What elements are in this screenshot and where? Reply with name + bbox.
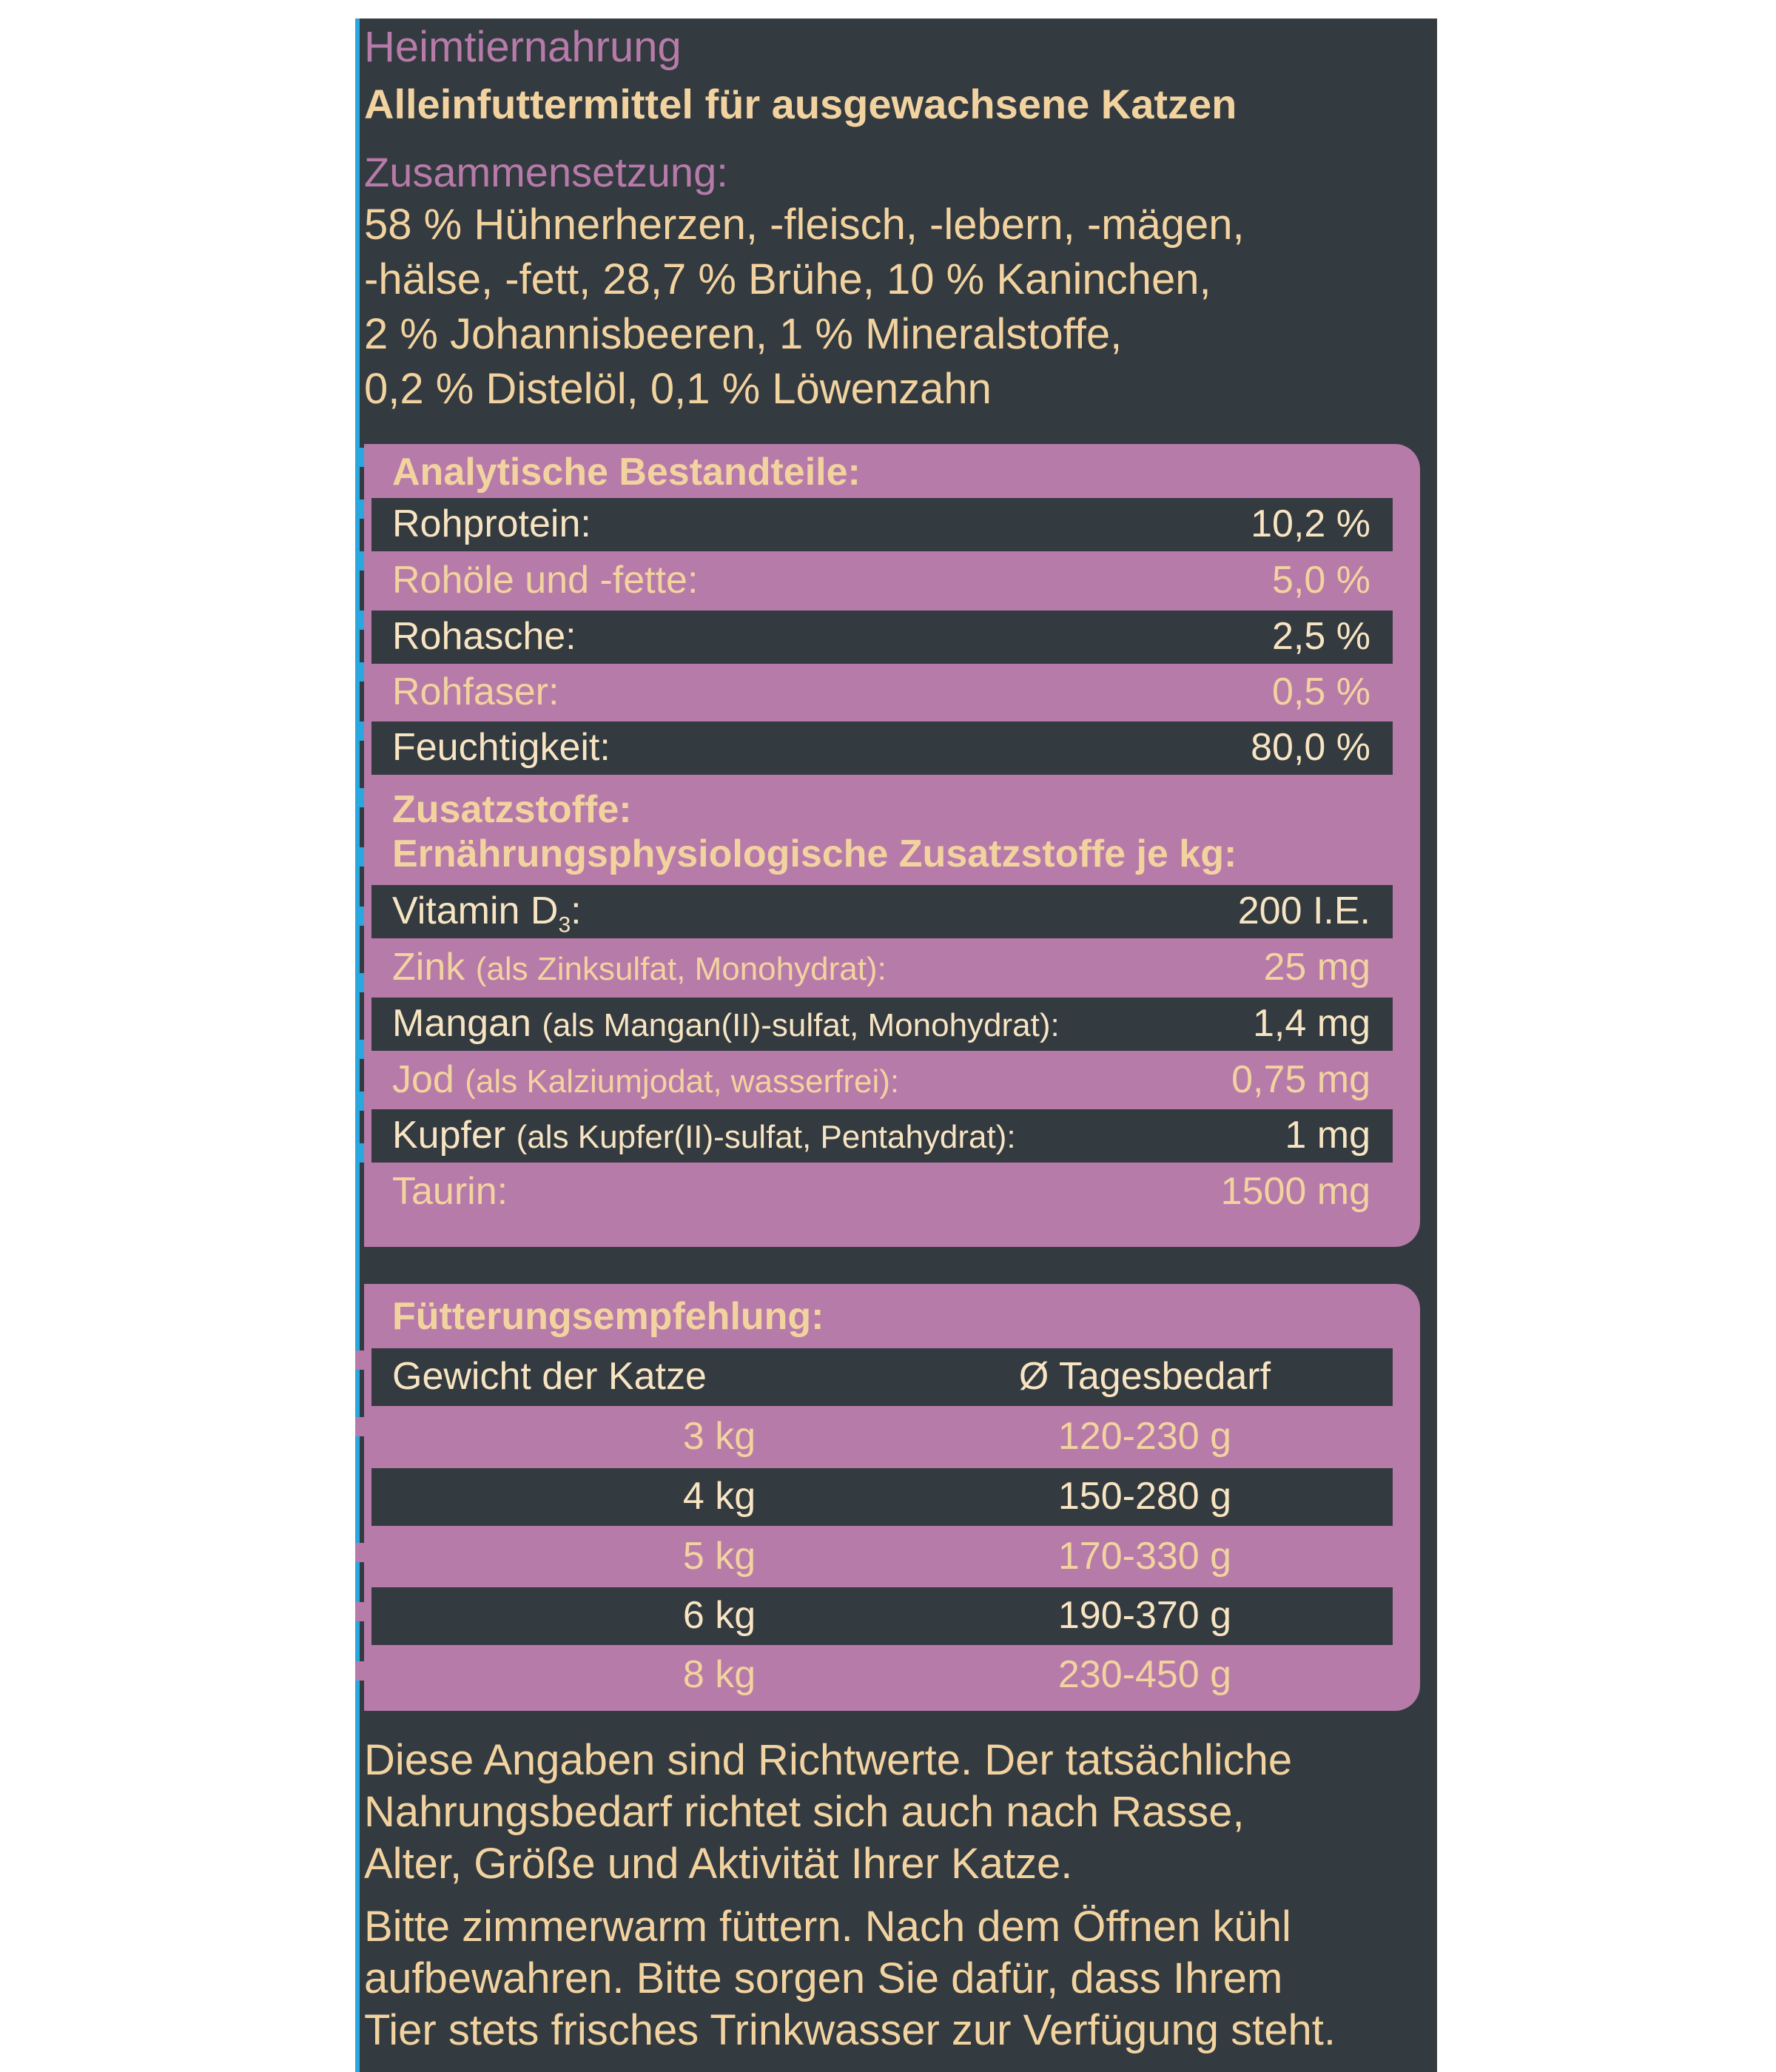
- additive-label: Zink (als Zinksulfat, Monohydrat):: [392, 946, 887, 989]
- note-line: Alter, Größe und Aktivität Ihrer Katze.: [364, 1840, 1073, 1888]
- composition-line: -hälse, -fett, 28,7 % Brühe, 10 % Kaninchen,: [364, 255, 1211, 303]
- product-label: [355, 18, 1437, 2072]
- additive-label: Mangan (als Mangan(II)-sulfat, Monohydrat):: [392, 1002, 1060, 1045]
- additive-row: [371, 941, 1393, 995]
- analysis-label: Feuchtigkeit:: [392, 726, 610, 769]
- analysis-value: 80,0 %: [1251, 726, 1370, 769]
- feeding-daily: 170-330 g: [1057, 1535, 1232, 1578]
- additive-row: [371, 998, 1393, 1051]
- analysis-row: [371, 610, 1393, 664]
- feeding-daily: 150-280 g: [1057, 1475, 1232, 1518]
- analysis-heading: Analytische Bestandteile:: [392, 451, 861, 494]
- analysis-panel: [364, 444, 1420, 1247]
- additive-row-vitamin: [371, 885, 1393, 938]
- feeding-daily: 120-230 g: [1057, 1415, 1232, 1458]
- additive-row: [371, 1054, 1393, 1107]
- note-line: Tier stets frisches Trinkwasser zur Verfügung steht.: [364, 2006, 1336, 2054]
- feeding-row: [371, 1587, 1393, 1645]
- additive-label: Jod (als Kalziumjodat, wasserfrei):: [392, 1058, 900, 1101]
- analysis-label: Rohasche:: [392, 615, 576, 658]
- additive-label: Vitamin $D_3$:: [392, 889, 582, 938]
- analysis-label: Rohöle und -fette:: [392, 559, 699, 602]
- composition-line: 58 % Hühnerherzen, -fleisch, -lebern, -mägen,: [364, 201, 1245, 249]
- feeding-header-row: [371, 1348, 1393, 1406]
- additive-label: Kupfer (als Kupfer(II)-sulfat, Pentahydrat):: [392, 1114, 1016, 1157]
- additive-value: 0,75 mg: [1231, 1058, 1370, 1101]
- feeding-daily: 230-450 g: [1057, 1653, 1232, 1696]
- note-line: aufbewahren. Bitte sorgen Sie dafür, dass Ihrem: [364, 1954, 1283, 2002]
- feeding-heading: Fütterungsempfehlung:: [392, 1295, 824, 1338]
- additive-value: 1,4 mg: [1253, 1002, 1370, 1045]
- composition-heading: Zusammensetzung:: [364, 149, 728, 195]
- analysis-row: [371, 666, 1393, 719]
- feeding-weight: 3 kg: [682, 1415, 756, 1458]
- feeding-row: [371, 1646, 1393, 1704]
- product-subtitle: Alleinfuttermittel für ausgewachsene Katzen: [364, 81, 1237, 127]
- note-line: Bitte zimmerwarm füttern. Nach dem Öffnen kühl: [364, 1903, 1291, 1951]
- analysis-row: [371, 498, 1393, 551]
- additives-subheading: Ernährungsphysiologische Zusatzstoffe je kg:: [392, 832, 1237, 875]
- feeding-col-daily: Ø Tagesbedarf: [1018, 1355, 1271, 1398]
- feeding-weight: 4 kg: [682, 1475, 756, 1518]
- feeding-row: [371, 1408, 1393, 1466]
- analysis-value: 0,5 %: [1272, 670, 1370, 713]
- additive-row: [371, 1109, 1393, 1163]
- analysis-value: 5,0 %: [1272, 559, 1370, 602]
- note-line: Diese Angaben sind Richtwerte. Der tatsächliche: [364, 1736, 1293, 1784]
- feeding-weight: 8 kg: [682, 1653, 756, 1696]
- analysis-row: [371, 722, 1393, 775]
- additive-value: 25 mg: [1263, 946, 1370, 989]
- composition-line: 0,2 % Distelöl, 0,1 % Löwenzahn: [364, 365, 992, 413]
- additive-value: 200 I.E.: [1237, 889, 1370, 932]
- composition-line: 2 % Johannisbeeren, 1 % Mineralstoffe,: [364, 310, 1123, 358]
- feeding-panel: [364, 1284, 1420, 1711]
- feeding-row: [371, 1528, 1393, 1586]
- feeding-daily: 190-370 g: [1057, 1594, 1232, 1637]
- feeding-row: [371, 1468, 1393, 1526]
- additives-heading: Zusatzstoffe:: [392, 788, 632, 831]
- feeding-weight: 6 kg: [682, 1594, 756, 1637]
- note-line: Nahrungsbedarf richtet sich auch nach Rasse,: [364, 1788, 1245, 1836]
- additive-row-taurine: [371, 1166, 1393, 1219]
- analysis-row: [371, 554, 1393, 608]
- feeding-col-weight: Gewicht der Katze: [392, 1355, 707, 1398]
- additive-value: 1500 mg: [1220, 1170, 1370, 1213]
- analysis-value: 2,5 %: [1272, 615, 1370, 658]
- additive-label: Taurin:: [392, 1170, 508, 1213]
- product-type: Heimtiernahrung: [364, 23, 682, 71]
- analysis-label: Rohprotein:: [392, 502, 591, 545]
- additive-value: 1 mg: [1285, 1114, 1370, 1157]
- analysis-value: 10,2 %: [1251, 502, 1370, 545]
- feeding-weight: 5 kg: [682, 1535, 756, 1578]
- analysis-label: Rohfaser:: [392, 670, 559, 713]
